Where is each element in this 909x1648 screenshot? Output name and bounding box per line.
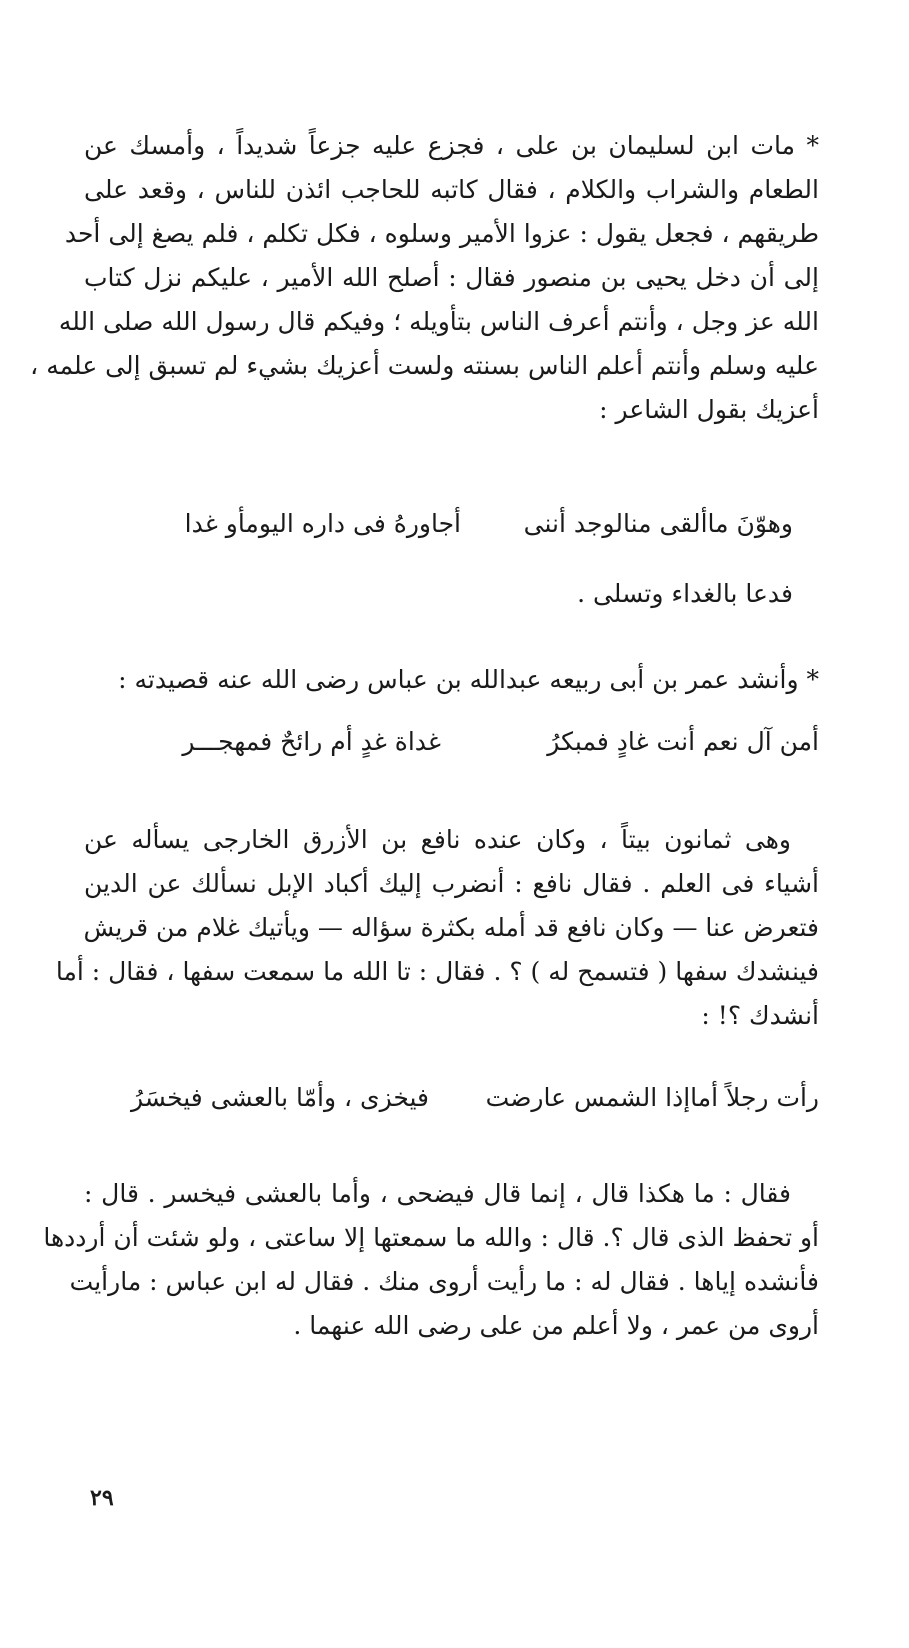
paragraph2-line: * وأنشد عمر بن أبى ربيعه عبدالله بن عباس رضى الله عنه قصيدته : [118, 665, 819, 694]
paragraph4-line-1: فقال : ما هكذا قال ، إنما قال فيضحى ، وأما بالعشى فيخسر . قال : [84, 1179, 791, 1208]
verse2-hemistich-left: غداة غدٍ أم رائحٌ فمهجـــر [182, 727, 441, 756]
paragraph4-line-3: فأنشده إياها . فقال له : ما رأيت أروى منك . فقال له ابن عباس : مارأيت [69, 1267, 819, 1296]
paragraph3-line-2: أشياء فى العلم . فقال نافع : أنضرب إليك أكباد الإبل نسألك عن الدين [84, 869, 819, 898]
line-after-verse1: فدعا بالغداء وتسلى . [577, 579, 793, 608]
paragraph4-line-2: أو تحفظ الذى قال ؟. قال : والله ما سمعتها إلا ساعتى ، ولو شئت أن أرددها [43, 1223, 819, 1252]
verse3-hemistich-right: رأت رجلاً أماإذا الشمس عارضت [485, 1083, 819, 1112]
paragraph3-line-1: وهى ثمانون بيتاً ، وكان عنده نافع بن الأزرق الخارجى يسأله عن [84, 825, 791, 854]
verse3-hemistich-left: فيخزى ، وأمّا بالعشى فيخسَرُ [131, 1083, 429, 1112]
page-number: ٢٩ [90, 1485, 114, 1511]
paragraph1-line-2: الطعام والشراب والكلام ، فقال كاتبه للحاجب ائذن للناس ، وقعد على [84, 175, 819, 204]
paragraph1-line-7: أعزيك بقول الشاعر : [599, 395, 819, 424]
paragraph3-line-3: فتعرض عنا — وكان نافع قد أمله بكثرة سؤاله — ويأتيك غلام من قريش [83, 913, 819, 942]
verse2-hemistich-right: أمن آل نعم أنت غادٍ فمبكرُ [547, 727, 819, 756]
paragraph4-line-4: أروى من عمر ، ولا أعلم من على رضى الله عنهما . [293, 1311, 819, 1340]
verse1-hemistich-left: أجاورهُ فى داره اليومأو غدا [184, 509, 461, 538]
paragraph3-line-4: فينشدك سفها ( فتسمح له ) ؟ . فقال : تا الله ما سمعت سفها ، فقال : أما [55, 957, 819, 986]
verse1-hemistich-right: وهوّنَ ماألقى منالوجد أننى [523, 509, 793, 538]
paragraph1-line-4: إلى أن دخل يحيى بن منصور فقال : أصلح الله الأمير ، عليكم نزل كتاب [84, 263, 819, 292]
paragraph1-line-5: الله عز وجل ، وأنتم أعرف الناس بتأويله ؛ وفيكم قال رسول الله صلى الله [58, 307, 819, 336]
paragraph3-line-5: أنشدك ؟! : [701, 1001, 819, 1030]
paragraph1-line-3: طريقهم ، فجعل يقول : عزوا الأمير وسلوه ، فكل تكلم ، فلم يصغ إلى أحد [64, 219, 819, 248]
paragraph1-line-6: عليه وسلم وأنتم أعلم الناس بسنته ولست أعزيك بشيء لم تسبق إلى علمه ، [30, 351, 819, 380]
paragraph1-line-1: * مات ابن لسليمان بن على ، فجزع عليه جزعاً شديداً ، وأمسك عن [84, 131, 819, 160]
